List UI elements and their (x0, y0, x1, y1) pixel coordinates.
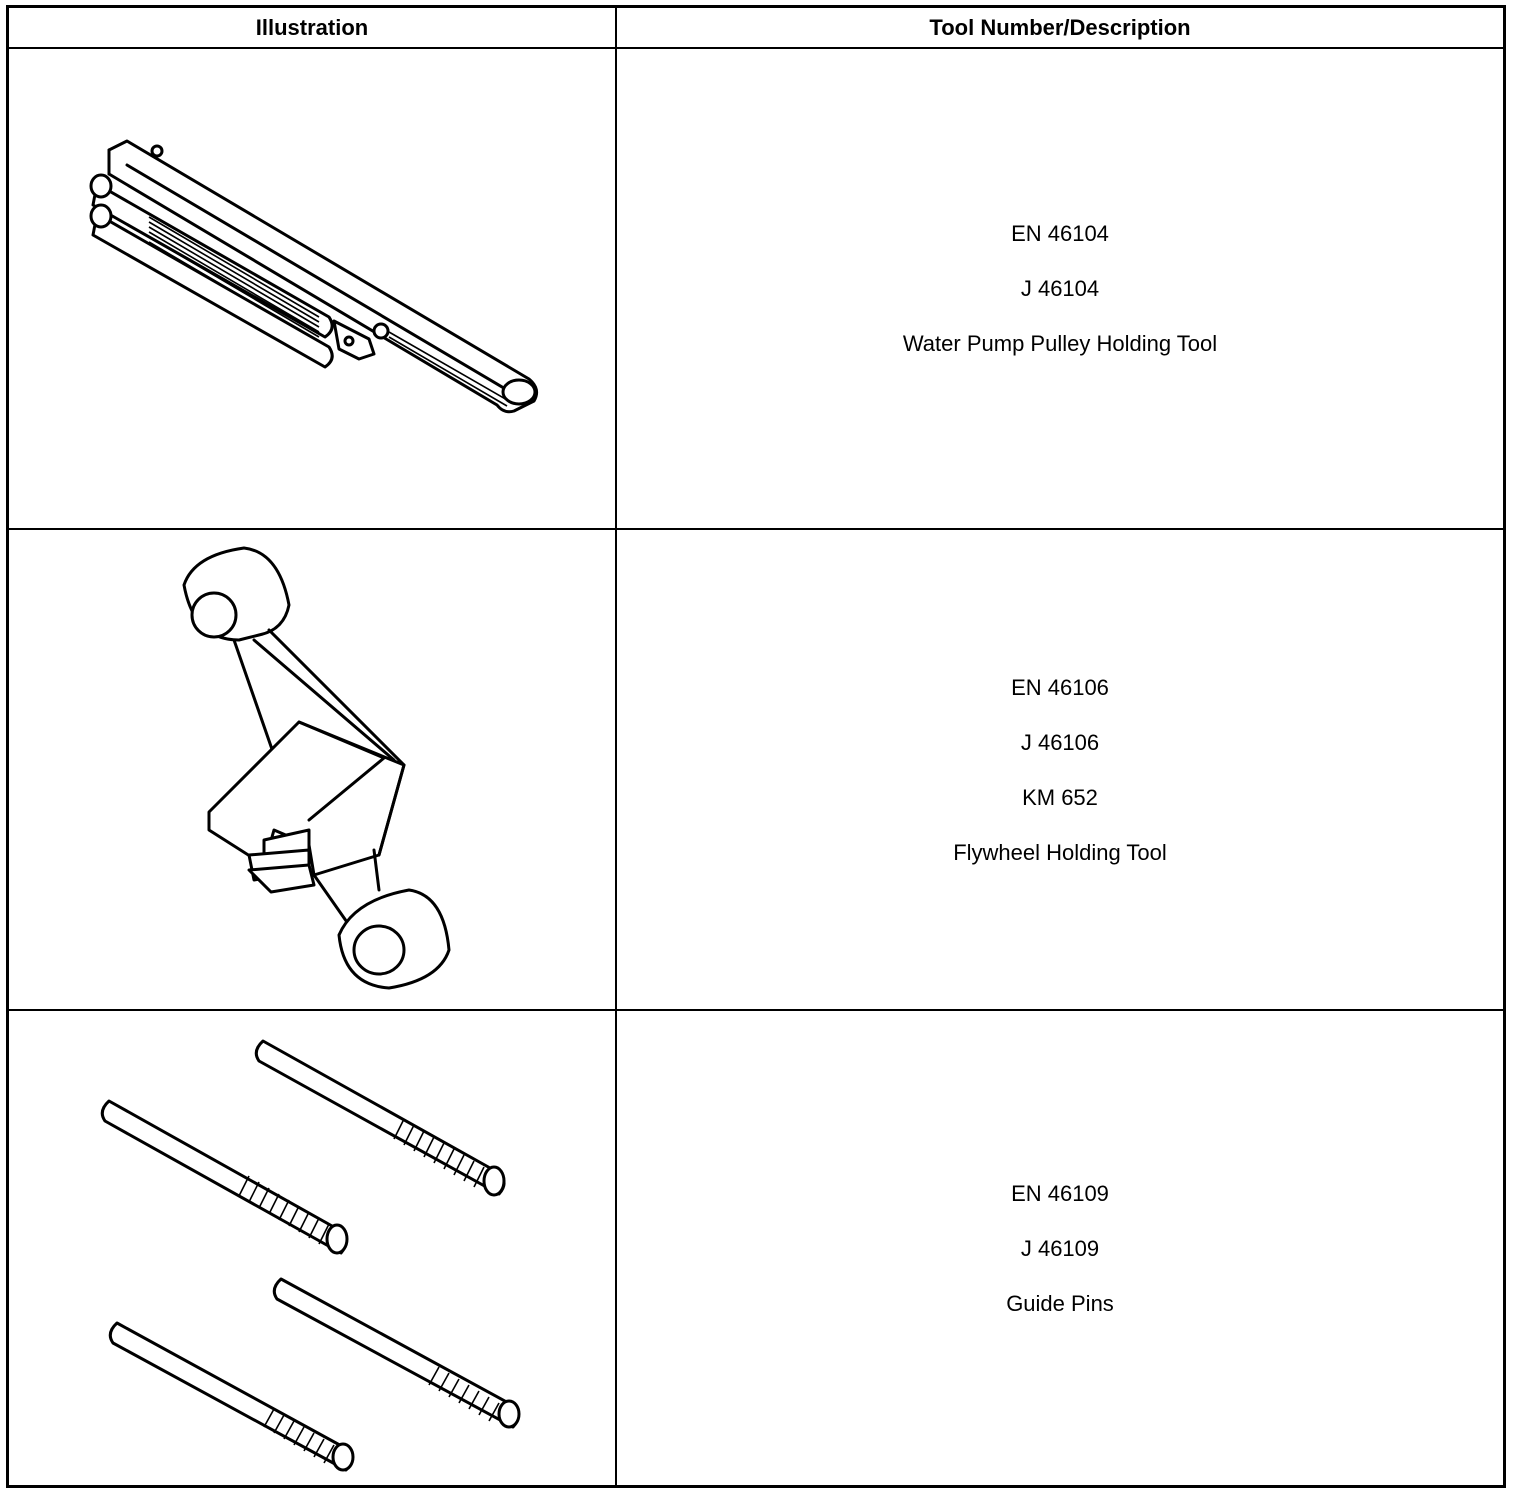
table-row (9, 530, 1503, 1011)
description-cell (617, 1011, 1503, 1485)
tool-description: Guide Pins (1006, 1290, 1114, 1316)
tool-table (6, 5, 1506, 1488)
tool-description: Flywheel Holding Tool (953, 839, 1167, 865)
description-cell (617, 49, 1503, 528)
tool-number-j: J 46109 (1020, 1235, 1100, 1261)
table-header-row (9, 8, 1503, 49)
table-row (9, 1011, 1503, 1485)
tool-number-en: EN 46104 (1011, 221, 1109, 246)
illustration-cell (9, 530, 615, 1009)
tool-number-j: J 46104 (1020, 276, 1100, 301)
tool-number-en: EN 46106 (1011, 674, 1109, 700)
guide-pins-icon (9, 1011, 615, 1485)
illustration-cell (9, 1011, 615, 1485)
water-pump-pulley-holding-tool-icon (9, 49, 615, 528)
header-tool-number-description: Tool Number/Description (929, 14, 1191, 40)
tool-number-en: EN 46109 (1011, 1180, 1109, 1206)
description-cell (617, 530, 1503, 1009)
illustration-cell (9, 49, 615, 528)
flywheel-holding-tool-icon (9, 530, 615, 1009)
header-illustration: Illustration (255, 14, 369, 40)
table-row (9, 49, 1503, 530)
tool-number-j: J 46106 (1020, 729, 1100, 755)
tool-description: Water Pump Pulley Holding Tool (902, 331, 1218, 356)
tool-number-km: KM 652 (1022, 784, 1098, 810)
